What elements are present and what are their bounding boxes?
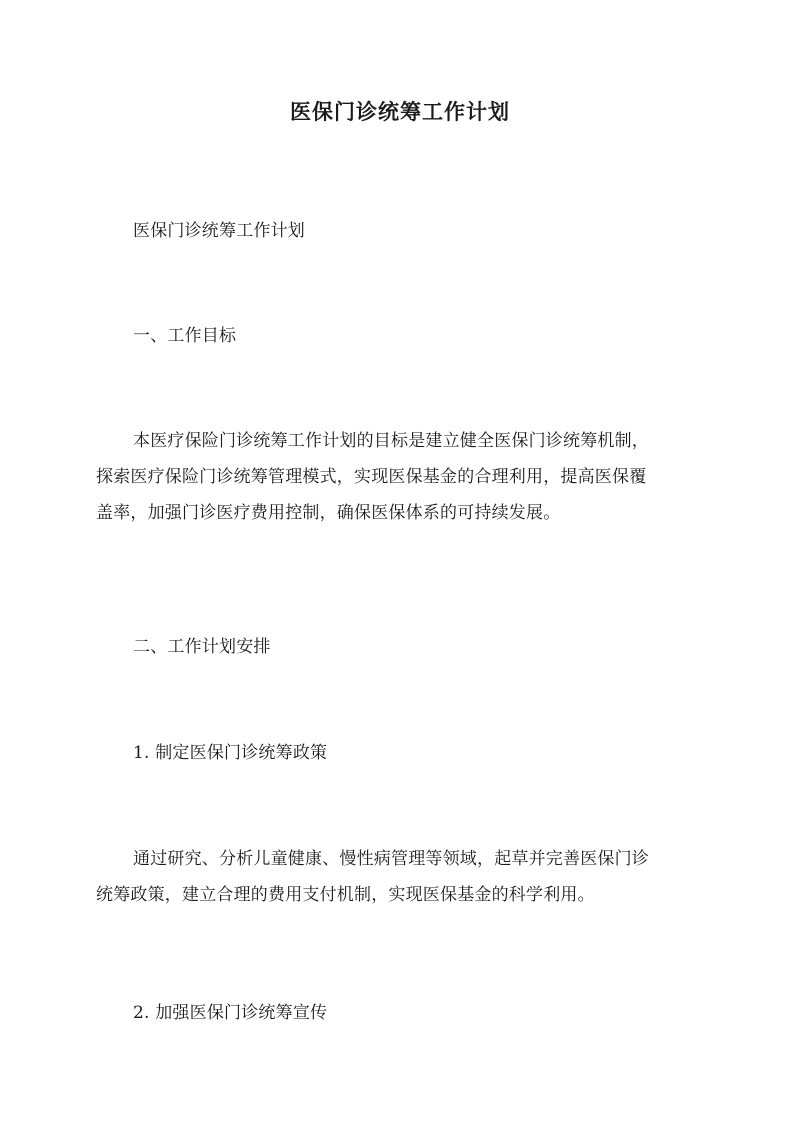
paragraph-line: 通过研究、分析儿童健康、慢性病管理等领域，起草并完善医保门诊 [133,849,649,869]
paragraph-line: 统筹政策，建立合理的费用支付机制，实现医保基金的科学利用。 [96,885,595,905]
document-subtitle: 医保门诊统筹工作计划 [133,221,305,241]
paragraph-line: 盖率，加强门诊医疗费用控制，确保医保体系的可持续发展。 [96,503,561,523]
paragraph-line: 本医疗保险门诊统筹工作计划的目标是建立健全医保门诊统筹机制， [133,431,649,451]
item-heading-policy: 1. 制定医保门诊统筹政策 [133,743,328,763]
section-goals-paragraph [96,428,708,536]
document-title: 医保门诊统筹工作计划 [290,99,510,124]
section-heading-goals: 一、工作目标 [133,326,237,346]
item-heading-publicity: 2. 加强医保门诊统筹宣传 [133,1003,328,1023]
item-policy-paragraph [96,846,708,918]
section-heading-plan: 二、工作计划安排 [133,637,271,657]
paragraph-line: 探索医疗保险门诊统筹管理模式，实现医保基金的合理利用，提高医保覆 [96,467,647,487]
